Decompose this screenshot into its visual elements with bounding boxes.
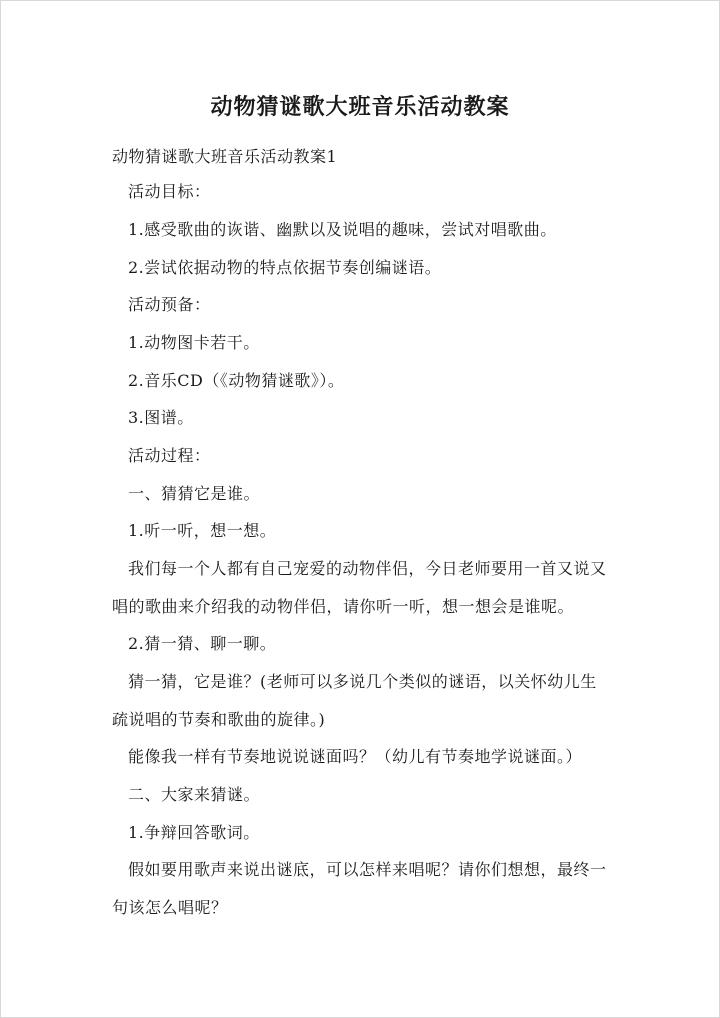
document-subtitle: 动物猜谜歌大班音乐活动教案1 [112,147,338,166]
paragraph-line: 疏说唱的节奏和歌曲的旋律。) [112,710,326,729]
paragraph-line: 我们每一个人都有自己宠爱的动物伴侣，今日老师要用一首又说又 [128,559,607,578]
paragraph-line: 假如要用歌声来说出谜底，可以怎样来唱呢？请你们想想，最终一 [128,860,607,879]
preparation-item-1: 1.动物图卡若干。 [128,333,260,352]
process-part-1-heading: 一、猜猜它是谁。 [128,484,261,503]
goal-item-1: 1.感受歌曲的诙谐、幽默以及说唱的趣味，尝试对唱歌曲。 [128,220,557,239]
goal-item-2: 2.尝试依据动物的特点依据节奏创编谜语。 [128,258,442,277]
paragraph-line: 猜一猜，它是谁？(老师可以多说几个类似的谜语，以关怀幼儿生 [128,672,597,691]
section-heading-process: 活动过程： [128,446,211,465]
process-step-1-1: 1.听一听，想一想。 [128,521,277,540]
process-step-1-2: 2.猜一猜、聊一聊。 [128,634,277,653]
document-title: 动物猜谜歌大班音乐活动教案 [210,94,510,120]
preparation-item-2: 2.音乐CD（《动物猜谜歌》）。 [128,371,345,390]
section-heading-goals: 活动目标： [128,182,211,201]
paragraph-line: 句该怎么唱呢？ [112,898,228,917]
preparation-item-3: 3.图谱。 [128,408,194,427]
paragraph-line: 唱的歌曲来介绍我的动物伴侣，请你听一听，想一想会是谁呢。 [112,597,575,616]
section-heading-preparation: 活动预备： [128,295,211,314]
process-part-2-heading: 二、大家来猜谜。 [128,785,261,804]
process-step-2-1: 1.争辩回答歌词。 [128,823,260,842]
paragraph-line: 能像我一样有节奏地说说谜面吗？（幼儿有节奏地学说谜面。） [128,747,583,766]
